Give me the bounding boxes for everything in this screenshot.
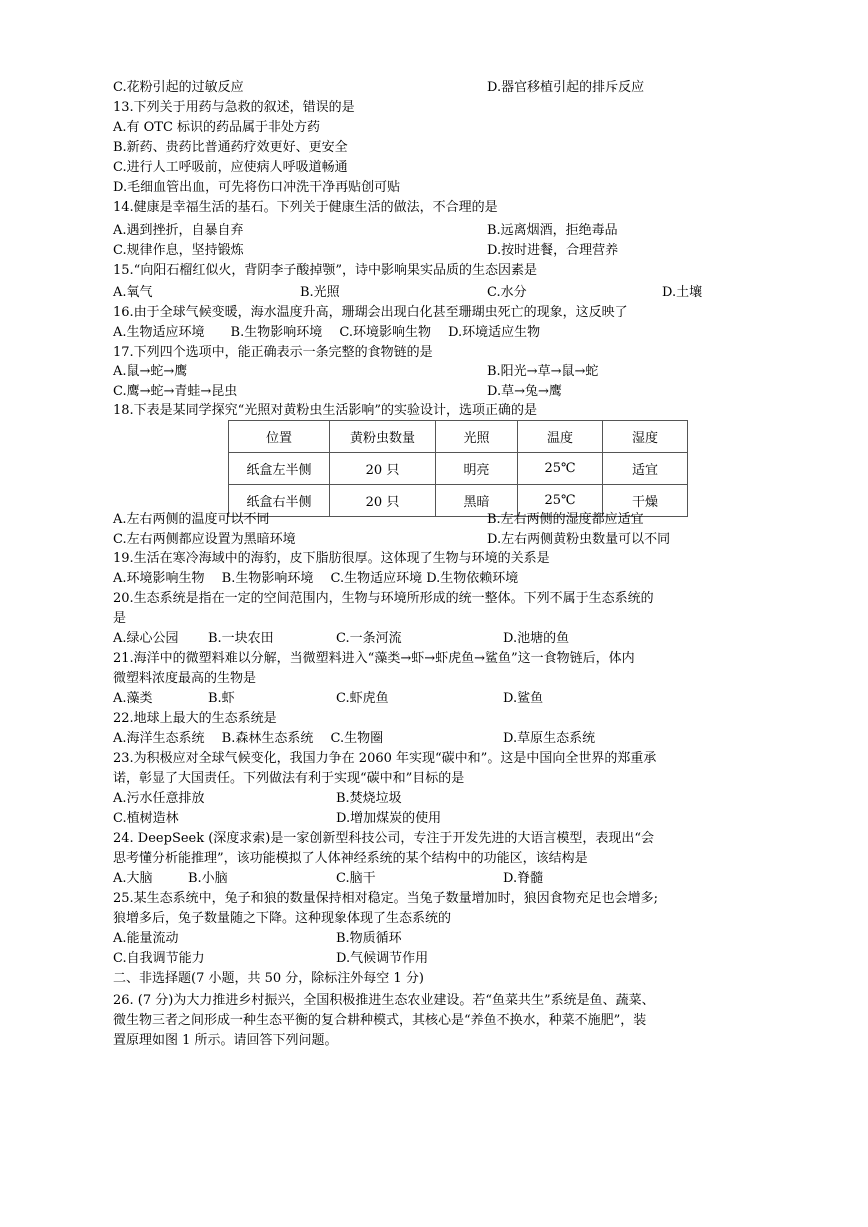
q26-stem-cont: 微生物三者之间形成一种生态平衡的复合耕种模式，其核心是“养鱼不换水，种菜不施肥”，装 [113, 1013, 647, 1028]
q23-stem: 23.为积极应对全球气候变化，我国力争在 2060 年实现“碳中和”。这是中国向全世界的郑重承 [113, 751, 657, 766]
q22-options: A.海洋生态系统 B.森林生态系统 C.生物圈 [113, 731, 384, 746]
q12-option-c: C.花粉引起的过敏反应 [113, 80, 244, 95]
q14-option-a: A.遇到挫折，自暴自弃 [113, 223, 244, 238]
q21-option-a: A.藻类 [113, 691, 153, 706]
q14-stem: 14.健康是幸福生活的基石。下列关于健康生活的做法，不合理的是 [113, 200, 498, 215]
q17-option-c: C.鹰→蛇→青蛙→昆虫 [113, 384, 238, 399]
q12-option-d: D.器官移植引起的排斥反应 [487, 80, 645, 95]
q22-stem: 22.地球上最大的生态系统是 [113, 711, 277, 726]
table-cell: 纸盒右半侧 [229, 485, 330, 517]
q13-option-b: B.新药、贵药比普通药疗效更好、更安全 [113, 140, 348, 155]
q19-options: A.环境影响生物 B.生物影响环境 C.生物适应环境 D.生物依赖环境 [113, 571, 519, 586]
q26-stem: 26. (7 分)为大力推进乡村振兴，全国积极推进生态农业建设。若“鱼菜共生”系统是鱼、蔬菜、 [113, 993, 655, 1008]
q20-option-b: B.一块农田 [208, 631, 274, 646]
q20-stem: 20.生态系统是指在一定的空间范围内，生物与环境所形成的统一整体。下列不属于生态系统的 [113, 591, 654, 606]
q20-option-c: C.一条河流 [336, 631, 402, 646]
q25-option-b: B.物质循环 [336, 931, 402, 946]
q13-option-d: D.毛细血管出血，可先将伤口冲洗干净再贴创可贴 [113, 180, 401, 195]
q15-stem: 15.“向阳石榴红似火，背阴李子酸掉颚”，诗中影响果实品质的生态因素是 [113, 263, 537, 278]
q15-option-c: C.水分 [487, 285, 527, 300]
q21-stem-cont: 微塑料浓度最高的生物是 [113, 671, 257, 686]
q18-option-a: A.左右两侧的温度可以不同 [113, 512, 270, 527]
q18-stem: 18.下表是某同学探究“光照对黄粉虫生活影响”的实验设计，选项正确的是 [113, 403, 537, 418]
section-two-heading: 二、非选择题(7 小题，共 50 分，除标注外每空 1 分) [113, 971, 424, 986]
table-cell: 20 只 [330, 453, 436, 485]
q26-stem-cont2: 置原理如图 1 所示。请回答下列问题。 [113, 1033, 338, 1048]
q16-options: A.生物适应环境 B.生物影响环境 C.环境影响生物 D.环境适应生物 [113, 325, 541, 340]
q24-option-a: A.大脑 [113, 871, 153, 886]
q21-option-b: B.虾 [208, 691, 235, 706]
q24-option-c: C.脑干 [336, 871, 376, 886]
q23-option-d: D.增加煤炭的使用 [336, 811, 442, 826]
q17-stem: 17.下列四个选项中，能正确表示一条完整的食物链的是 [113, 345, 433, 360]
q25-option-c: C.自我调节能力 [113, 951, 205, 966]
q14-option-d: D.按时进餐，合理营养 [487, 243, 619, 258]
table-header: 光照 [436, 421, 518, 453]
q23-stem-cont: 诺，彰显了大国责任。下列做法有利于实现“碳中和”目标的是 [113, 771, 465, 786]
q21-option-c: C.虾虎鱼 [336, 691, 389, 706]
table-cell: 20 只 [330, 485, 436, 517]
table-header: 位置 [229, 421, 330, 453]
q23-option-c: C.植树造林 [113, 811, 179, 826]
table-header-row [229, 421, 688, 453]
experiment-table [228, 420, 688, 517]
q14-option-b: B.远离烟酒，拒绝毒品 [487, 223, 618, 238]
q13-option-a: A.有 OTC 标识的药品属于非处方药 [113, 120, 321, 135]
q17-option-b: B.阳光→草→鼠→蛇 [487, 364, 599, 379]
q23-option-a: A.污水任意排放 [113, 791, 205, 806]
q24-stem-cont: 思考懂分析能推理”，该功能模拟了人体神经系统的某个结构中的功能区，该结构是 [113, 851, 588, 866]
q20-option-a: A.绿心公园 [113, 631, 179, 646]
table-cell: 25℃ [518, 453, 603, 485]
table-row [229, 453, 688, 485]
q14-option-c: C.规律作息，坚持锻炼 [113, 243, 244, 258]
q25-option-d: D.气候调节作用 [336, 951, 429, 966]
table-header: 黄粉虫数量 [330, 421, 436, 453]
table-cell: 25℃ [518, 485, 603, 517]
q13-option-c: C.进行人工呼吸前，应使病人呼吸道畅通 [113, 160, 348, 175]
q24-option-b: B.小脑 [188, 871, 228, 886]
table-header: 温度 [518, 421, 603, 453]
q25-stem-cont: 狼增多后，兔子数量随之下降。这种现象体现了生态系统的 [113, 911, 452, 926]
q22-option-d: D.草原生态系统 [503, 731, 596, 746]
table-cell: 适宜 [603, 453, 688, 485]
table-cell: 干燥 [603, 485, 688, 517]
q24-stem: 24. DeepSeek (深度求索)是一家创新型科技公司，专注于开发先进的大语言模型，表现出“会 [113, 831, 655, 846]
table-cell: 黑暗 [436, 485, 518, 517]
q15-option-b: B.光照 [300, 285, 340, 300]
q18-option-c: C.左右两侧都应设置为黑暗环境 [113, 532, 296, 547]
q20-option-d: D.池塘的鱼 [503, 631, 570, 646]
q23-option-b: B.焚烧垃圾 [336, 791, 402, 806]
q25-option-a: A.能量流动 [113, 931, 179, 946]
q16-stem: 16.由于全球气候变暖，海水温度升高，珊瑚会出现白化甚至珊瑚虫死亡的现象，这反映了 [113, 305, 628, 320]
q17-option-a: A.鼠→蛇→鹰 [113, 364, 188, 379]
q15-option-d: D.土壤 [662, 285, 703, 300]
q13-stem: 13.下列关于用药与急救的叙述，错误的是 [113, 100, 355, 115]
q19-stem: 19.生活在寒冷海域中的海豹，皮下脂肪很厚。这体现了生物与环境的关系是 [113, 551, 550, 566]
q15-option-a: A.氧气 [113, 285, 153, 300]
q24-option-d: D.脊髓 [503, 871, 544, 886]
q17-option-d: D.草→兔→鹰 [487, 384, 562, 399]
q18-option-b: B.左右两侧的湿度都应适宜 [487, 512, 644, 527]
table-cell: 纸盒左半侧 [229, 453, 330, 485]
table-header: 湿度 [603, 421, 688, 453]
q20-stem-cont: 是 [113, 611, 127, 626]
q21-stem: 21.海洋中的微塑料难以分解，当微塑料进入“藻类→虾→虾虎鱼→鲨鱼”这一食物链后，体内 [113, 651, 635, 666]
q21-option-d: D.鲨鱼 [503, 691, 544, 706]
table-cell: 明亮 [436, 453, 518, 485]
q25-stem: 25.某生态系统中，兔子和狼的数量保持相对稳定。当兔子数量增加时，狼因食物充足也会增多; [113, 891, 659, 906]
q18-option-d: D.左右两侧黄粉虫数量可以不同 [487, 532, 671, 547]
